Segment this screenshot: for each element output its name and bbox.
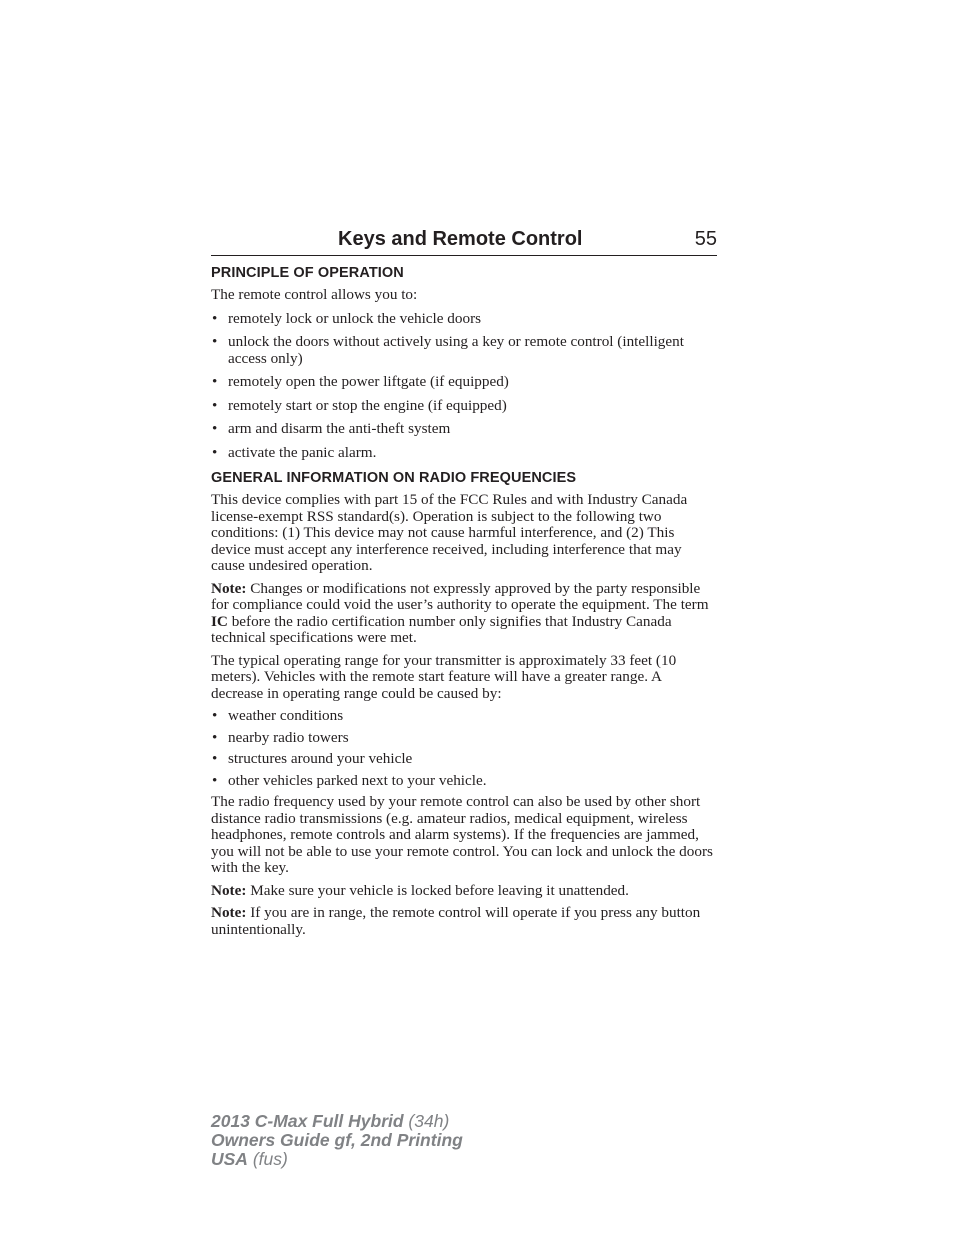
note-label: Note:: [211, 579, 247, 597]
page-number: 55: [694, 228, 717, 250]
note-paragraph: [211, 581, 717, 647]
footer-region-code: (fus): [247, 1149, 288, 1169]
list-item: • remotely lock or unlock the vehicle doors: [211, 311, 717, 328]
footer-region: USA: [211, 1149, 248, 1169]
list-item: • remotely start or stop the engine (if equipped): [211, 398, 717, 415]
note-label: Note:: [211, 881, 247, 899]
section-heading-principle: PRINCIPLE OF OPERATION: [211, 265, 404, 281]
list-item: • activate the panic alarm.: [211, 445, 717, 462]
ic-term: IC: [211, 612, 228, 630]
list-item: • other vehicles parked next to your vehicle.: [211, 773, 717, 790]
chapter-title: Keys and Remote Control: [338, 228, 583, 250]
list-item: • remotely open the power liftgate (if equipped): [211, 374, 717, 391]
range-paragraph: The typical operating range for your transmitter is approximately 33 feet (10 meters). Vehicles with the remote start feature will have a greater range. A decrease in operating range could be caused by:: [211, 651, 677, 702]
list-item: • unlock the doors without actively using a key or remote control (intelligent access only): [211, 334, 717, 367]
page-header: [211, 228, 717, 256]
list-item: • structures around your vehicle: [211, 751, 717, 768]
section-heading-radio: GENERAL INFORMATION ON RADIO FREQUENCIES: [211, 470, 577, 486]
capabilities-list: [211, 311, 717, 462]
note-label: Note:: [211, 904, 247, 921]
footer-code: (34h): [403, 1111, 450, 1131]
list-item: • nearby radio towers: [211, 730, 717, 747]
footer-line: [211, 1150, 463, 1169]
footer-model: 2013 C-Max Full Hybrid: [211, 1111, 404, 1131]
fcc-paragraph: This device complies with part 15 of the FCC Rules and with Industry Canada license-exempt RSS standard(s). Operation is subject to the following two conditions: (1) This device may not cause harmful interference, and (2) This device must accept any interference received, including interference that may cause undesired operation.: [211, 491, 688, 574]
note-paragraph: [211, 883, 717, 900]
frequency-paragraph: The radio frequency used by your remote control can also be used by other short distance radio transmissions (e.g. amateur radios, medical equipment, wireless headphones, remote controls and alarm systems). If the frequencies are jammed, you will not be able to use your remote control. You can lock and unlock the doors with the key.: [211, 793, 713, 876]
note-text: If you are in range, the remote control will operate if you press any button unintentionally.: [211, 904, 701, 938]
note-text: before the radio certification number only signifies that Industry Canada technical specifications were met.: [211, 612, 672, 646]
note-paragraph: [211, 905, 717, 938]
intro-text: The remote control allows you to:: [211, 286, 418, 303]
note-text: Make sure your vehicle is locked before leaving it unattended.: [246, 881, 629, 899]
note-text: Changes or modifications not expressly approved by the party responsible for compliance could void the user’s authority to operate the equipment. The term: [211, 579, 709, 613]
list-item: • arm and disarm the anti-theft system: [211, 421, 717, 438]
manual-page: [211, 228, 717, 944]
page-footer: [211, 1112, 463, 1169]
list-item: • weather conditions: [211, 708, 717, 725]
footer-line: [211, 1131, 463, 1150]
range-factors-list: [211, 708, 717, 789]
footer-edition: Owners Guide gf, 2nd Printing: [211, 1130, 463, 1150]
footer-line: [211, 1112, 463, 1131]
